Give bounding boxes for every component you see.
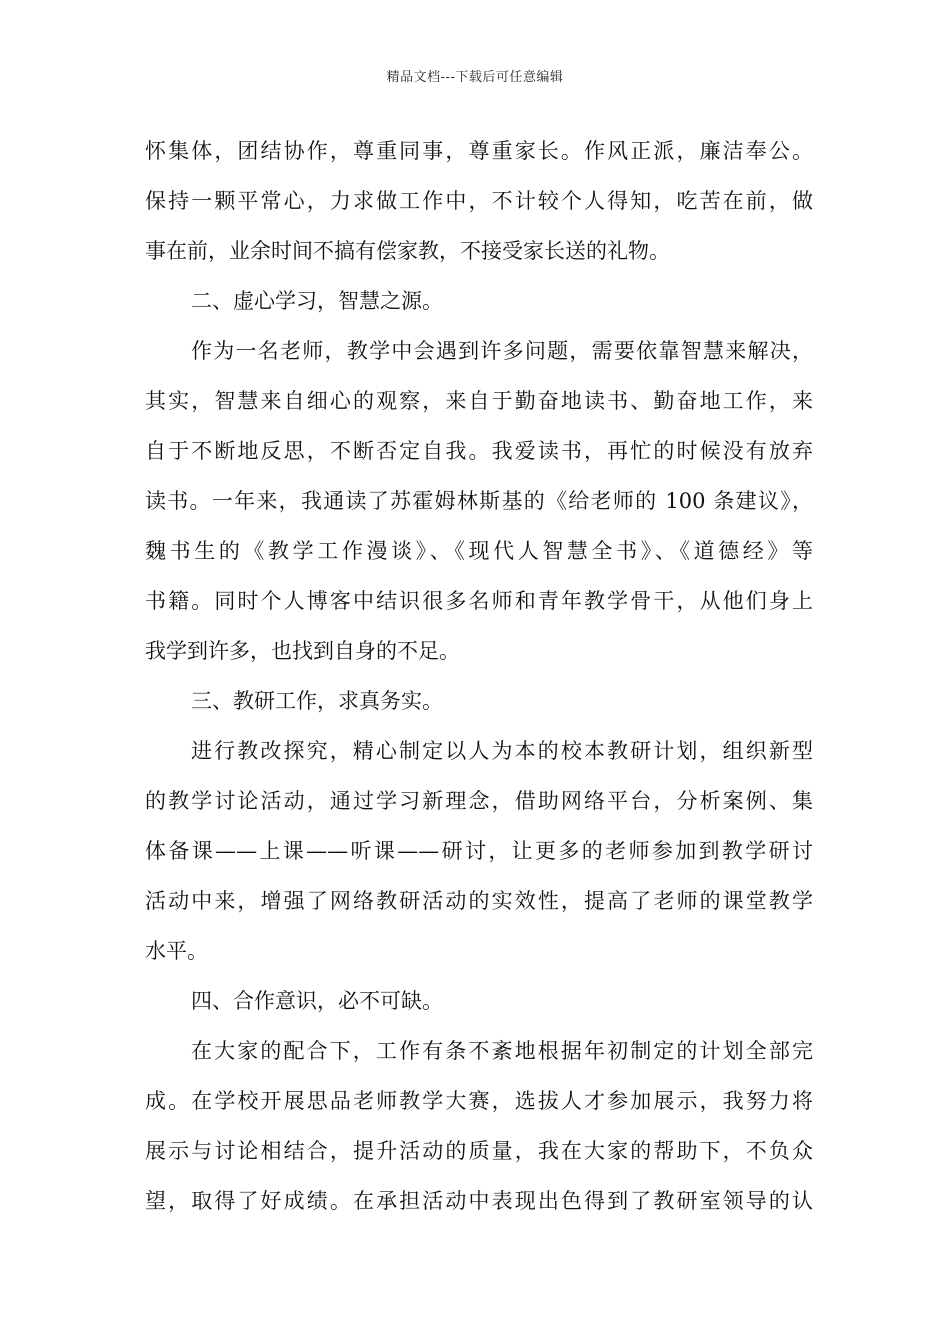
page-header: 精品文档---下载后可任意编辑 <box>386 70 564 85</box>
text-line: 二、虚心学习，智慧之源。 <box>191 289 443 313</box>
document-body <box>145 126 813 1226</box>
text-line: 魏书生的《教学工作漫谈》、《现代人智慧全书》、《道德经》等 <box>145 539 813 563</box>
text-line: 体备课——上课——听课——研讨，让更多的老师参加到教学研讨 <box>145 839 813 863</box>
text-line: 读书。一年来，我通读了苏霍姆林斯基的《给老师的 100 条建议》， <box>145 489 813 513</box>
text-line: 活动中来，增强了网络教研活动的实效性，提高了老师的课堂教学 <box>145 889 813 913</box>
text-line: 四、合作意识，必不可缺。 <box>191 989 443 1013</box>
text-line: 自于不断地反思，不断否定自我。我爱读书，再忙的时候没有放弃 <box>145 439 813 463</box>
text-line: 的教学讨论活动，通过学习新理念，借助网络平台，分析案例、集 <box>145 789 813 813</box>
text-line: 三、教研工作，求真务实。 <box>191 689 443 713</box>
text-line: 书籍。同时个人博客中结识很多名师和青年教学骨干，从他们身上 <box>145 589 813 613</box>
text-line: 望，取得了好成绩。在承担活动中表现出色得到了教研室领导的认 <box>145 1189 813 1213</box>
text-line: 事在前，业余时间不搞有偿家教，不接受家长送的礼物。 <box>145 239 670 263</box>
text-line: 展示与讨论相结合，提升活动的质量，我在大家的帮助下，不负众 <box>145 1139 813 1163</box>
text-line: 我学到许多，也找到自身的不足。 <box>145 639 460 663</box>
text-line: 在大家的配合下，工作有条不紊地根据年初制定的计划全部完 <box>191 1039 813 1063</box>
text-line: 水平。 <box>145 939 208 963</box>
text-line: 其实，智慧来自细心的观察，来自于勤奋地读书、勤奋地工作，来 <box>145 389 813 413</box>
text-line: 作为一名老师，教学中会遇到许多问题，需要依靠智慧来解决， <box>191 339 813 363</box>
text-line: 进行教改探究，精心制定以人为本的校本教研计划，组织新型 <box>191 739 813 763</box>
text-line: 保持一颗平常心，力求做工作中，不计较个人得知，吃苦在前，做 <box>145 189 813 213</box>
text-line: 怀集体，团结协作，尊重同事，尊重家长。作风正派，廉洁奉公。 <box>145 139 813 163</box>
text-line: 成。在学校开展思品老师教学大赛，选拔人才参加展示，我努力将 <box>145 1089 813 1113</box>
